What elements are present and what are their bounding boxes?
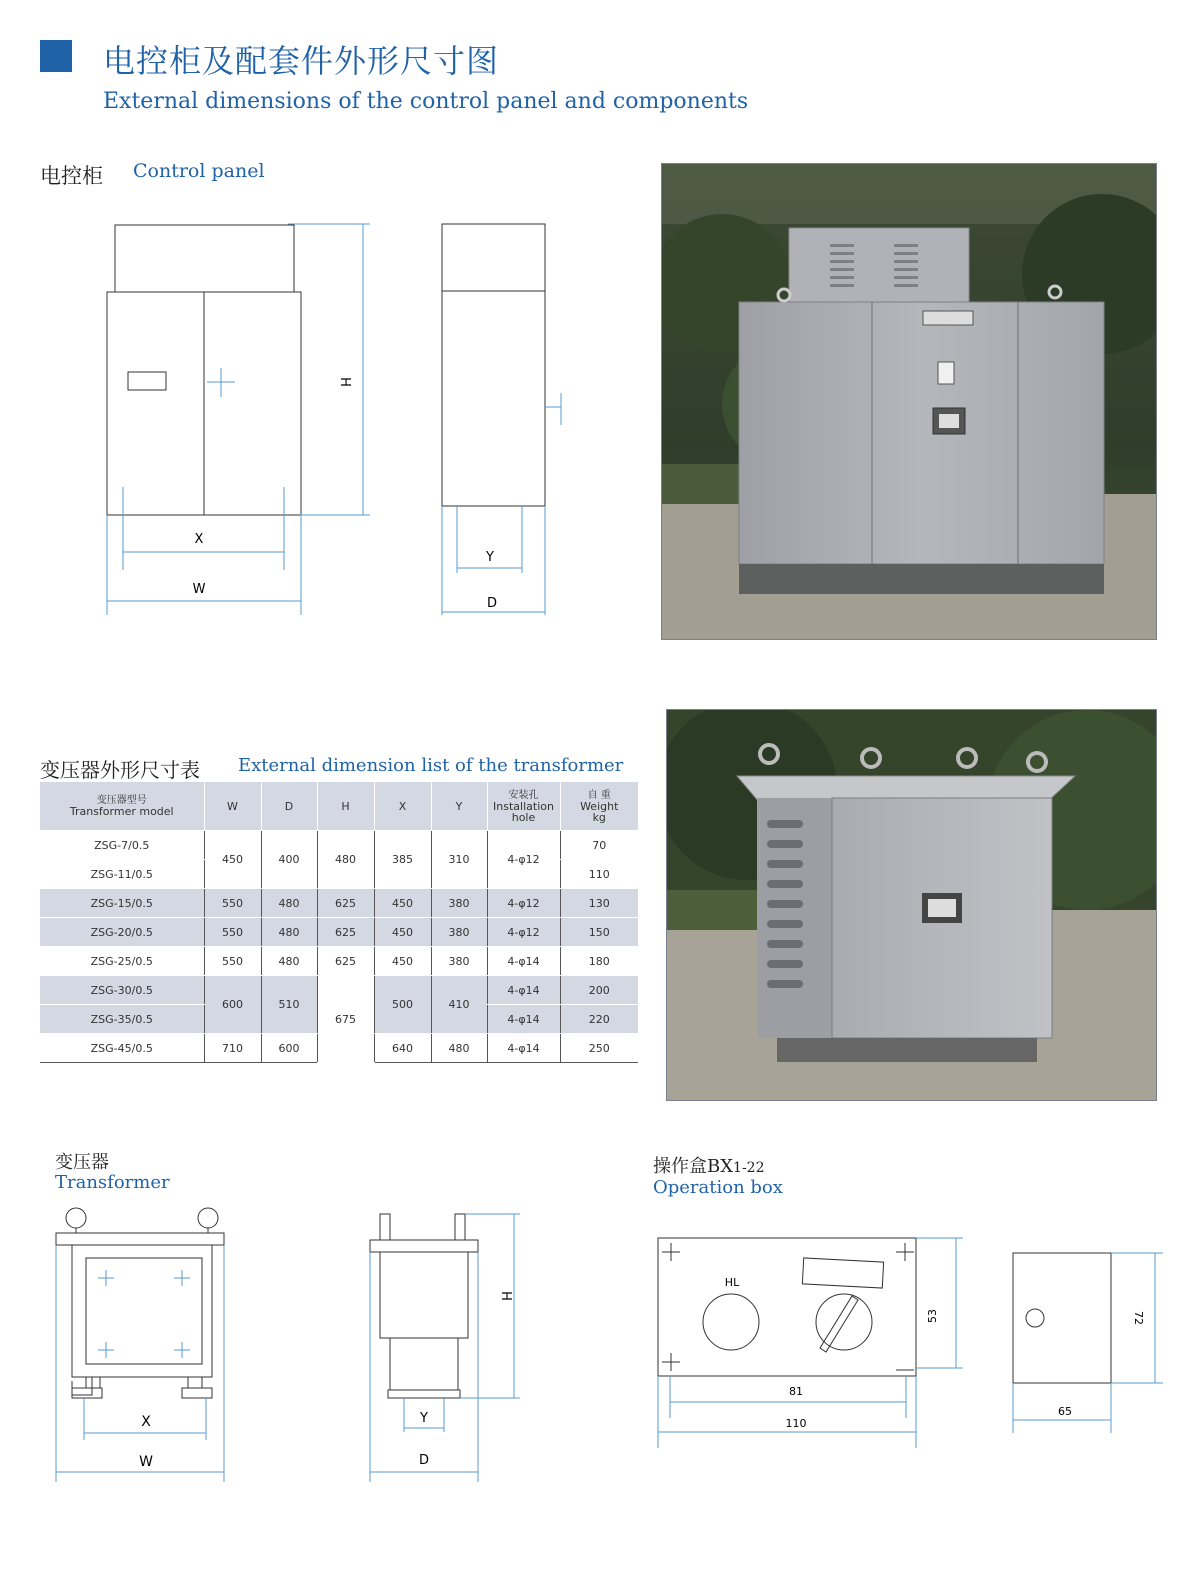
- transformer-dimension-table: [40, 782, 638, 1063]
- control-panel-front-drawing: [95, 215, 385, 620]
- header-y: Y: [431, 782, 487, 831]
- control-panel-label-en: Control panel: [133, 160, 265, 182]
- side-body: [442, 291, 545, 506]
- table-row: ZSG-30/0.5 600 510 675 500 410 4-φ14 200: [40, 976, 638, 1005]
- header-weight: 自 重 Weight kg: [560, 782, 638, 831]
- operation-box-label-cn: 操作盒BX1-22: [653, 1156, 765, 1177]
- transformer-dim-x: X: [141, 1414, 151, 1430]
- dim-y-label: Y: [486, 550, 494, 565]
- table-header-row: [40, 782, 638, 831]
- header-x: X: [374, 782, 431, 831]
- dim-w-label: W: [192, 582, 206, 597]
- dim-d-label: D: [486, 596, 498, 611]
- table-row: ZSG-7/0.5 450 400 480 385 310 4-φ12 70: [40, 831, 638, 860]
- table-row: ZSG-45/0.5 710 600 640 480 4-φ14 250: [40, 1034, 638, 1063]
- side-top-box: [442, 224, 545, 291]
- operation-box-front-drawing: [650, 1230, 975, 1452]
- control-panel-photo: [661, 163, 1157, 640]
- op-side-dim-w: 65: [1058, 1405, 1072, 1418]
- transformer-label-cn: 变压器: [55, 1152, 109, 1173]
- control-panel-photo-image: [662, 164, 1156, 639]
- transformer-photo: [666, 709, 1157, 1101]
- dim-x-label: X: [194, 532, 204, 547]
- header-h: H: [317, 782, 374, 831]
- table-row: ZSG-15/0.5 550 480 625 450 380 4-φ12 130: [40, 889, 638, 918]
- transformer-label-en: Transformer: [55, 1172, 170, 1193]
- op-dim-h: 53: [926, 1309, 939, 1323]
- table-row: ZSG-35/0.5 4-φ14 220: [40, 1005, 638, 1034]
- header-model: 变压器型号 Transformer model: [40, 782, 204, 831]
- page-subtitle: External dimensions of the control panel and components: [103, 89, 749, 114]
- transformer-photo-image: [667, 710, 1156, 1100]
- hl-indicator-label: HL: [724, 1276, 740, 1289]
- title-square: [40, 40, 72, 72]
- control-panel-side-drawing: [430, 215, 580, 620]
- table-label-en: External dimension list of the transformer: [238, 755, 624, 776]
- header-d: D: [261, 782, 317, 831]
- page-title: 电控柜及配套件外形尺寸图: [103, 42, 500, 80]
- transformer-side-drawing: [362, 1200, 532, 1485]
- op-dim-inner-w: 81: [789, 1385, 803, 1398]
- transformer-dim-d: D: [418, 1453, 430, 1468]
- transformer-dim-h: H: [498, 1291, 513, 1301]
- table-row: ZSG-20/0.5 550 480 625 450 380 4-φ12 150: [40, 918, 638, 947]
- control-panel-label-cn: 电控柜: [40, 164, 103, 188]
- header-hole: 安装孔 Installation hole: [487, 782, 560, 831]
- transformer-front-drawing: [48, 1200, 238, 1485]
- operation-box-side-drawing: [1005, 1245, 1175, 1437]
- transformer-dim-w: W: [139, 1454, 153, 1470]
- table-row: ZSG-11/0.5 110: [40, 860, 638, 889]
- panel-top-box: [115, 225, 294, 292]
- operation-box-label-en: Operation box: [653, 1177, 783, 1198]
- op-dim-outer-w: 110: [785, 1417, 807, 1430]
- op-side-dim-h: 72: [1132, 1311, 1145, 1325]
- table-row: ZSG-25/0.5 550 480 625 450 380 4-φ14 180: [40, 947, 638, 976]
- transformer-dim-y: Y: [420, 1411, 428, 1426]
- table-label-cn: 变压器外形尺寸表: [40, 758, 200, 782]
- panel-window: [128, 372, 166, 390]
- dim-h-label: H: [337, 377, 352, 387]
- header-w: W: [204, 782, 261, 831]
